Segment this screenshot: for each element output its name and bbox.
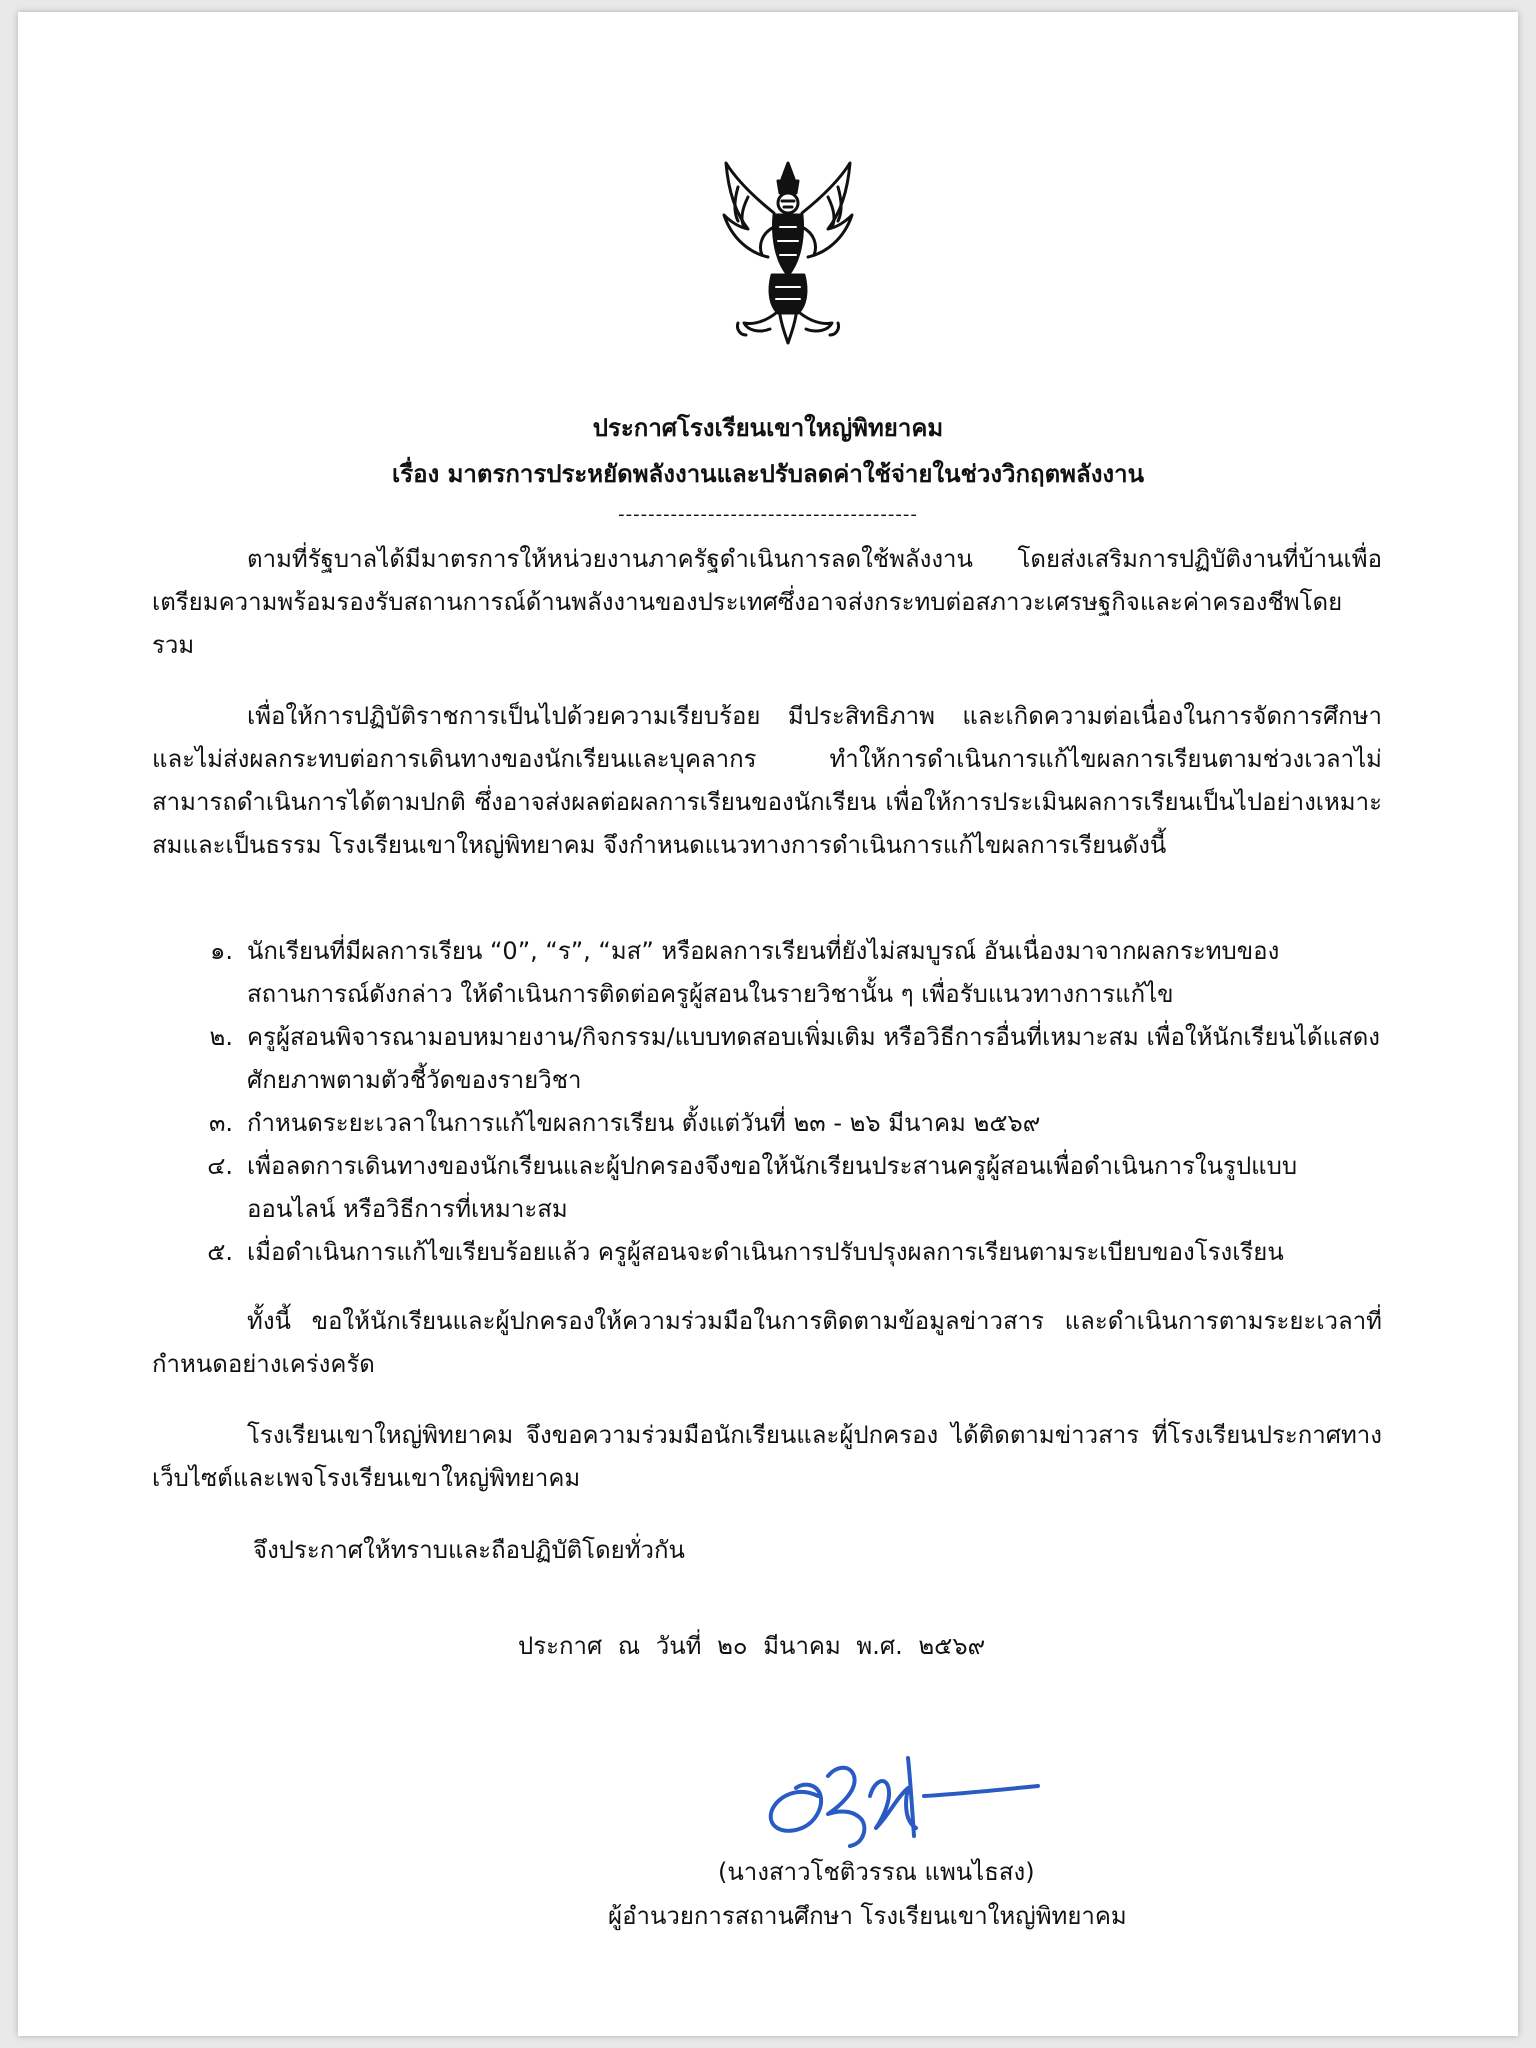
paragraph-cooperation: [152, 1300, 1382, 1386]
garuda-emblem-icon: [718, 157, 858, 347]
paragraph-background: [152, 538, 1382, 667]
list-item-text: เมื่อดำเนินการแก้ไขเรียบร้อยแล้ว ครูผู้สอนจะดำเนินการปรับปรุงผลการเรียนตามระเบียบของโรงเรียน: [247, 1238, 1284, 1266]
signer-position: ผู้อำนวยการสถานศึกษา โรงเรียนเขาใหญ่พิทยาคม: [608, 1902, 1127, 1930]
list-item-number: ๕.: [207, 1238, 233, 1266]
announcement-date: ประกาศ ณ วันที่ ๒๐ มีนาคม พ.ศ. ๒๕๖๙: [518, 1632, 986, 1660]
list-item: [152, 1231, 1382, 1274]
divider-rule: ----------------------------------------: [618, 504, 918, 525]
list-item-text: ครูผู้สอนพิจารณามอบหมายงาน/กิจกรรม/แบบทดสอบเพิ่มเติม หรือวิธีการอื่นที่เหมาะสม เพื่อให้นักเรียนได้แสดงศักยภาพตามตัวชี้วัดของรายวิชา: [247, 1023, 1380, 1094]
signer-name: (นางสาวโชติวรรณ แพนไธสง): [718, 1858, 1035, 1886]
paragraph-news-text: โรงเรียนเขาใหญ่พิทยาคม จึงขอความร่วมมือนักเรียนและผู้ปกครอง ได้ติดตามข่าวสาร ที่โรงเรียนประกาศทางเว็บไซต์และเพจโรงเรียนเขาใหญ่พิทยาคม: [152, 1421, 1382, 1492]
closing-statement: จึงประกาศให้ทราบและถือปฏิบัติโดยทั่วกัน: [253, 1536, 685, 1564]
paragraph-background-text: ตามที่รัฐบาลได้มีมาตรการให้หน่วยงานภาครัฐดำเนินการลดใช้พลังงาน โดยส่งเสริมการปฏิบัติงานที่บ้านเพื่อเตรียมความพร้อมรองรับสถานการณ์ด้านพลังงานของประเทศซึ่งอาจส่งกระทบต่อสภาวะเศรษฐกิจและค่าครองชีพโดยรวม: [152, 545, 1382, 659]
announcement-subject: เรื่อง มาตรการประหยัดพลังงานและปรับลดค่าใช้จ่ายในช่วงวิกฤตพลังงาน: [391, 460, 1145, 488]
list-item-text: กำหนดระยะเวลาในการแก้ไขผลการเรียน ตั้งแต่วันที่ ๒๓ - ๒๖ มีนาคม ๒๕๖๙: [247, 1109, 1041, 1137]
list-item-text: เพื่อลดการเดินทางของนักเรียนและผู้ปกครองจึงขอให้นักเรียนประสานครูผู้สอนเพื่อดำเนินการในรูปแบบออนไลน์ หรือวิธีการที่เหมาะสม: [247, 1152, 1298, 1223]
list-item: [152, 1145, 1382, 1231]
announcement-title: ประกาศโรงเรียนเขาใหญ่พิทยาคม: [592, 414, 944, 442]
list-item-number: ๓.: [208, 1109, 233, 1137]
guideline-list: [152, 930, 1382, 1274]
list-item-number: ๔.: [207, 1152, 233, 1180]
announcement-page: [18, 12, 1518, 2036]
list-item: [152, 1102, 1382, 1145]
paragraph-purpose: [152, 695, 1382, 867]
paragraph-cooperation-text: ทั้งนี้ ขอให้นักเรียนและผู้ปกครองให้ความร่วมมือในการติดตามข้อมูลข่าวสาร และดำเนินการตามระยะเวลาที่กำหนดอย่างเคร่งครัด: [152, 1307, 1382, 1378]
list-item: [152, 930, 1382, 1016]
paragraph-news: [152, 1414, 1382, 1500]
paragraph-purpose-text: เพื่อให้การปฏิบัติราชการเป็นไปด้วยความเรียบร้อย มีประสิทธิภาพ และเกิดความต่อเนื่องในการจัดการศึกษาและไม่ส่งผลกระทบต่อการเดินทางของนักเรียนและบุคลากร ทำให้การดำเนินการแก้ไขผลการเรียนตามช่วงเวลาไม่สามารถดำเนินการได้ตามปกติ ซึ่งอาจส่งผลต่อผลการเรียนของนักเรียน เพื่อให้การประเมินผลการเรียนเป็นไปอย่างเหมาะสมและเป็นธรรม โรงเรียนเขาใหญ่พิทยาคม จึงกำหนดแนวทางการดำเนินการแก้ไขผลการเรียนดังนี้: [152, 702, 1382, 859]
list-item-number: ๑.: [210, 937, 233, 965]
list-item: [152, 1016, 1382, 1102]
list-item-text: นักเรียนที่มีผลการเรียน “0”, “ร”, “มส” หรือผลการเรียนที่ยังไม่สมบูรณ์ อันเนื่องมาจากผลกระทบของสถานการณ์ดังกล่าว ให้ดำเนินการติดต่อครูผู้สอนในรายวิชานั้น ๆ เพื่อรับแนวทางการแก้ไข: [247, 937, 1280, 1008]
list-item-number: ๒.: [209, 1023, 233, 1051]
signature-mark: [758, 1736, 1048, 1866]
